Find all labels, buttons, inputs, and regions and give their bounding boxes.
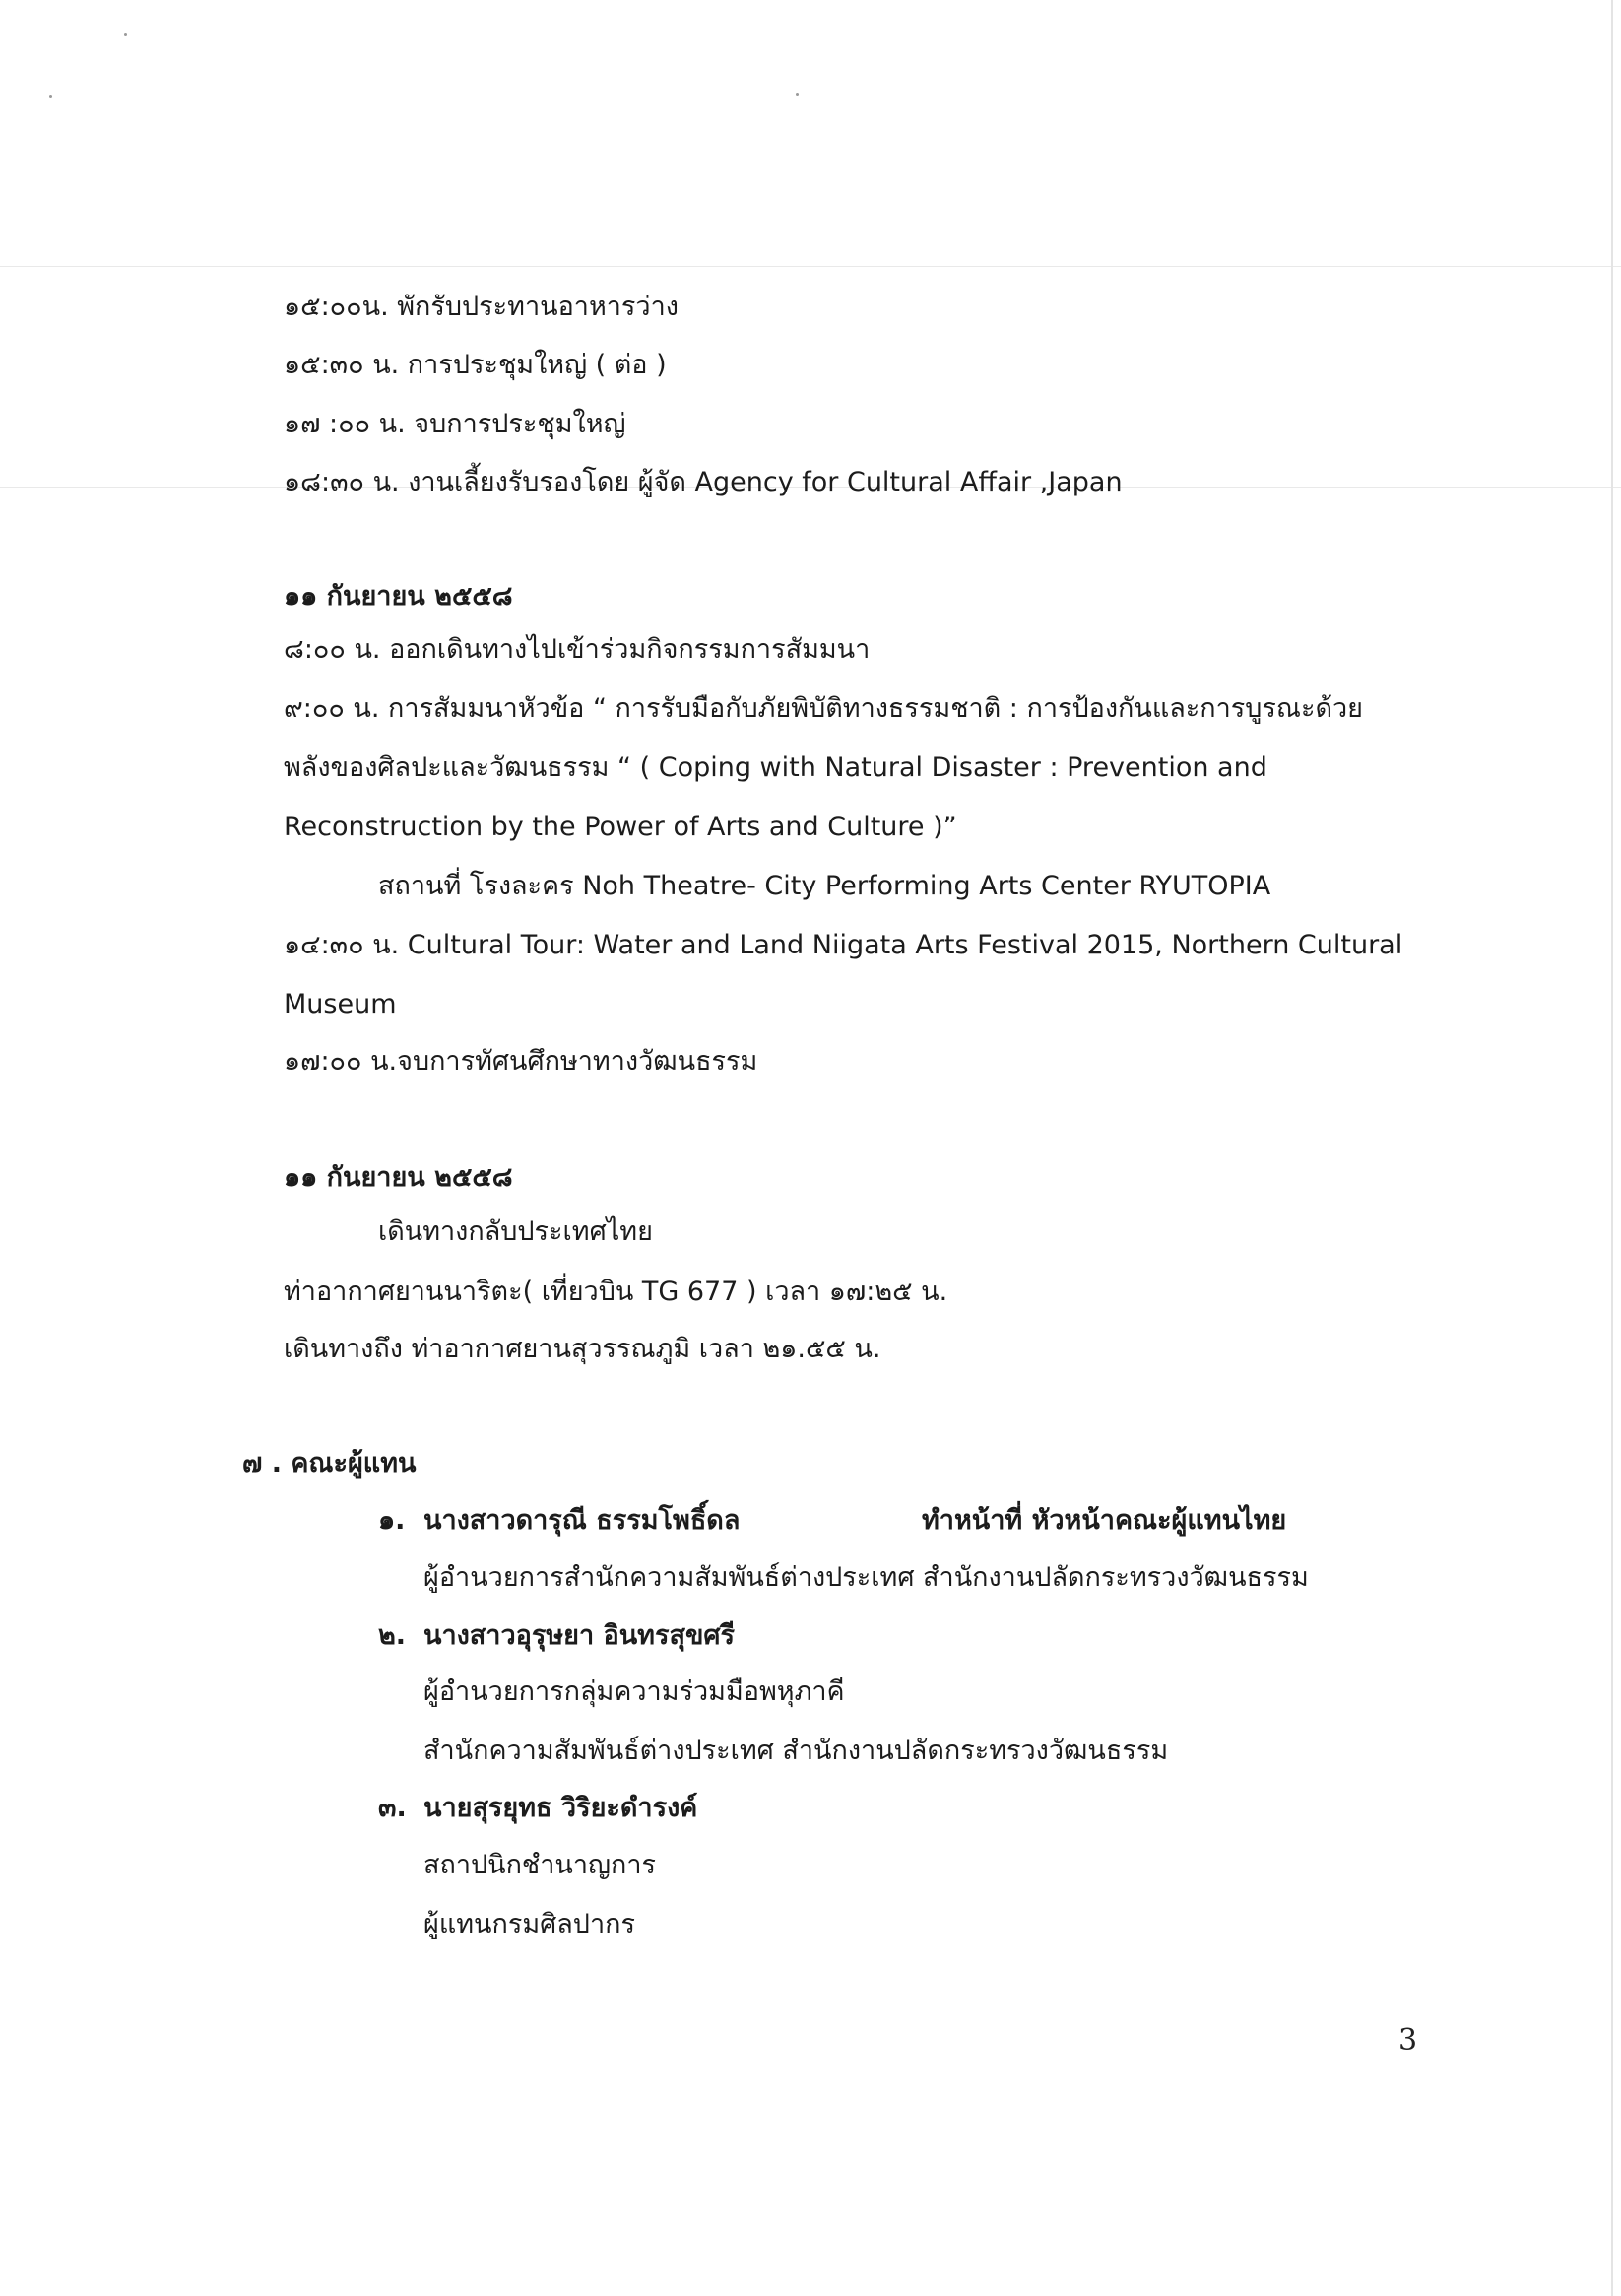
- day-heading: ๑๑ กันยายน ๒๕๕๘: [284, 581, 513, 612]
- schedule-line: ๑๗ :๐๐ น. จบการประชุมใหญ่: [284, 409, 626, 439]
- scan-artifact-line: [0, 266, 1621, 267]
- scan-speck: [49, 95, 52, 98]
- member-name: นางสาวอุรุษยา อินทรสุขศรี: [423, 1620, 736, 1651]
- member-detail: ผู้แทนกรมศิลปากร: [423, 1909, 635, 1939]
- member-detail: สถาปนิกชำนาญการ: [423, 1850, 657, 1880]
- schedule-line: ๘:๐๐ น. ออกเดินทางไปเข้าร่วมกิจกรรมการสัมมนา: [284, 634, 871, 665]
- schedule-line: ๑๕:๐๐น. พักรับประทานอาหารว่าง: [284, 292, 679, 322]
- scan-speck: [124, 33, 127, 36]
- scan-artifact-edge: [1611, 0, 1613, 2296]
- schedule-line: ๑๘:๓๐ น. งานเลี้ยงรับรองโดย ผู้จัด Agency for Cultural Affair ,Japan: [284, 467, 1123, 497]
- member-number: ๑.: [378, 1505, 406, 1536]
- schedule-line: ท่าอากาศยานนาริตะ( เที่ยวบิน TG 677 ) เวลา ๑๗:๒๕ น.: [284, 1277, 948, 1307]
- member-detail: ผู้อำนวยการกลุ่มความร่วมมือพหุภาคี: [423, 1676, 845, 1707]
- venue-line: สถานที่ โรงละคร Noh Theatre- City Performing Arts Center RYUTOPIA: [378, 871, 1271, 901]
- scan-speck: [796, 93, 799, 96]
- member-number: ๒.: [378, 1620, 407, 1651]
- member-role: ทำหน้าที่ หัวหน้าคณะผู้แทนไทย: [922, 1505, 1287, 1536]
- member-number: ๓.: [378, 1793, 407, 1823]
- member-detail: ผู้อำนวยการสำนักความสัมพันธ์ต่างประเทศ สำนักงานปลัดกระทรวงวัฒนธรรม: [423, 1562, 1309, 1593]
- schedule-line: Reconstruction by the Power of Arts and Culture )”: [284, 812, 957, 842]
- schedule-line: ๙:๐๐ น. การสัมมนาหัวข้อ “ การรับมือกับภัยพิบัติทางธรรมชาติ : การป้องกันและการบูรณะด้วย: [284, 693, 1363, 724]
- member-name: นายสุรยุทธ วิริยะดำรงค์: [423, 1793, 698, 1823]
- page-number: 3: [1398, 2023, 1418, 2058]
- section-heading: ๗ . คณะผู้แทน: [242, 1448, 417, 1478]
- schedule-line: Museum: [284, 989, 397, 1019]
- schedule-line: ๑๔:๓๐ น. Cultural Tour: Water and Land Niigata Arts Festival 2015, Northern Cultural: [284, 930, 1403, 960]
- member-detail: สำนักความสัมพันธ์ต่างประเทศ สำนักงานปลัดกระทรวงวัฒนธรรม: [423, 1736, 1169, 1766]
- member-name: นางสาวดารุณี ธรรมโพธิ์ดล: [423, 1505, 741, 1536]
- schedule-line: เดินทางกลับประเทศไทย: [378, 1216, 653, 1247]
- schedule-line: ๑๗:๐๐ น.จบการทัศนศึกษาทางวัฒนธรรม: [284, 1046, 758, 1077]
- day-heading: ๑๑ กันยายน ๒๕๕๘: [284, 1162, 513, 1193]
- schedule-line: เดินทางถึง ท่าอากาศยานสุวรรณภูมิ เวลา ๒๑.๕๕ น.: [284, 1334, 881, 1364]
- schedule-line: ๑๕:๓๐ น. การประชุมใหญ่ ( ต่อ ): [284, 350, 667, 380]
- schedule-line: พลังของศิลปะและวัฒนธรรม “ ( Coping with Natural Disaster : Prevention and: [284, 753, 1267, 783]
